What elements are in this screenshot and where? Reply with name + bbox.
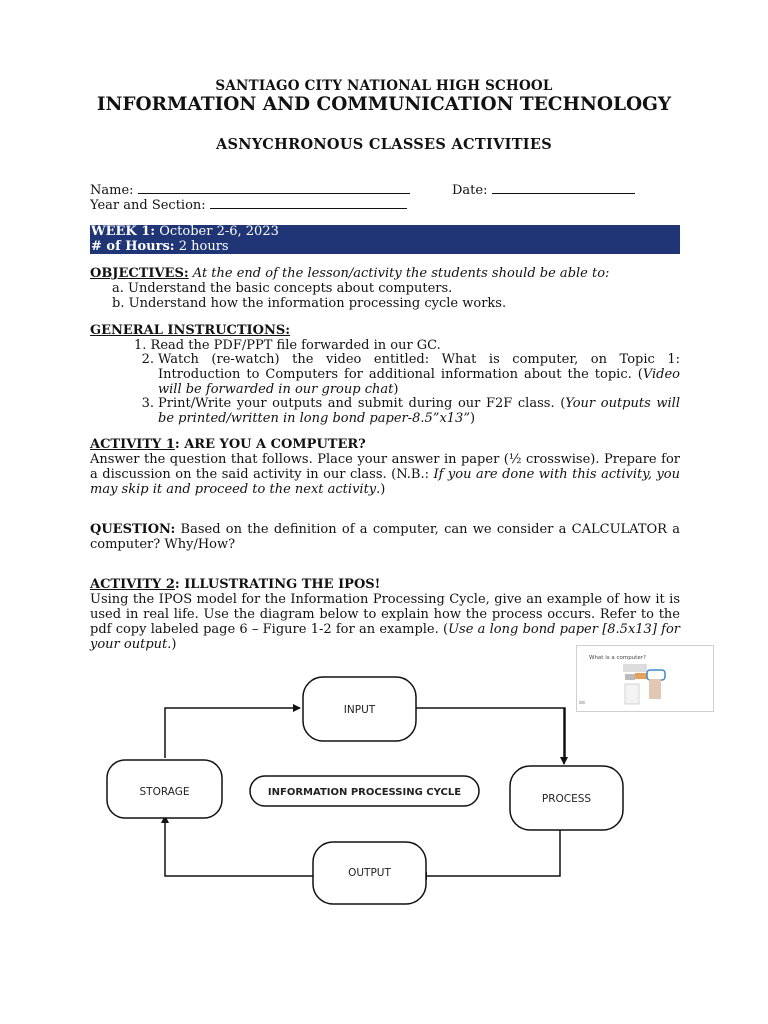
instruction-italic: Video will be forwarded in our group chat [158,367,680,397]
week-label: WEEK 1: [91,224,156,239]
school-name: SANTIAGO CITY NATIONAL HIGH SCHOOL [215,78,553,94]
activity2-heading [90,577,680,592]
cycle-title: INFORMATION PROCESSING CYCLE [267,787,462,798]
thumb-callout [647,670,665,680]
activity2-label: ACTIVITY 2 [90,577,175,592]
output-label: OUTPUT [348,867,391,879]
instruction-end: ) [393,382,399,397]
question-block [90,522,680,552]
instruction-body [158,396,680,426]
activity2-end: ) [171,637,177,652]
hours-label: # of Hours: [91,238,175,254]
year-section-field [90,197,407,213]
activity2-text: Using the IPOS model for the Information Processing Cycle, give an example of how it is used in real life. Use the diagram below to explain how the process occurs. Refer to the pdf copy labeled page 6 – Figure 1-2 for an example. ( [90,592,680,637]
week-banner [90,225,680,254]
year-section-label: Year and Section: [90,198,206,213]
activity2-title: : ILLUSTRATING THE IPOS! [174,577,381,592]
question-label: QUESTION: [90,522,176,537]
year-section-blank[interactable] [210,197,407,209]
instruction-item-3 [134,396,680,426]
instruction-text: Print/Write your outputs and submit during our F2F class. ( [158,396,566,411]
objective-item [112,296,506,311]
page-title: ASNYCHRONOUS CLASSES ACTIVITIES [215,136,553,153]
activity1-body [90,452,680,497]
instruction-item-1 [134,338,441,353]
objective-text: Understand how the information processing cycle works. [128,296,507,311]
activity2-italic: Use a long bond paper [8.5x13] for your output. [90,622,680,652]
instruction-item-2 [134,352,680,397]
activity1-title: : ARE YOU A COMPUTER? [174,437,366,452]
instructions-heading [90,323,680,338]
process-label: PROCESS [541,793,592,805]
objectives-heading [90,266,680,281]
ipos-diagram-right [100,670,640,910]
date-field [452,182,635,198]
activity2-body [90,592,680,652]
instruction-marker: 3. [141,396,154,411]
instruction-body [158,352,680,397]
instruction-text: Watch (re-watch) the video entitled: What is computer, on Topic 1: Introduction to Computers for additional information about the topic. ( [158,352,680,382]
instruction-marker: 1. [134,338,147,353]
question-text: Based on the definition of a computer, can we consider a CALCULATOR a computer? Why/How? [90,522,680,552]
instruction-text: Read the PDF/PPT file forwarded in our GC. [150,338,441,353]
activity1-end: .) [376,482,386,497]
instruction-end: ) [469,411,476,426]
name-label: Name: [90,183,134,198]
activity1-italic: If you are done with this activity, you may skip it and proceed to the next activity [90,467,681,497]
input-label: INPUT [343,704,376,716]
name-blank[interactable] [138,182,410,194]
name-field [90,182,410,198]
date-blank[interactable] [492,182,635,194]
hours-line [91,240,680,255]
thumbnail-title: What is a computer? [589,655,646,661]
week-value: October 2-6, 2023 [155,224,279,239]
date-label: Date: [452,183,488,198]
objectives-label: OBJECTIVES: [90,266,189,281]
activity1-label: ACTIVITY 1 [90,437,175,452]
thumb-person [649,679,661,699]
subject-title: INFORMATION AND COMMUNICATION TECHNOLOGY [96,94,672,115]
week-line [91,225,680,240]
objective-marker: a. [112,281,124,296]
objective-item [112,281,452,296]
activity1-text: Answer the question that follows. Place your answer in paper (½ crosswise). Prepare for a discussion on the said activity in our class. (N.B.: [90,452,680,482]
objective-marker: b. [112,296,125,311]
objectives-intro: At the end of the lesson/activity the students should be able to: [188,266,610,281]
instructions-label: GENERAL INSTRUCTIONS: [90,323,291,338]
objective-text: Understand the basic concepts about computers. [128,281,453,296]
instruction-marker: 2. [141,352,154,367]
activity1-heading [90,437,680,452]
instruction-italic: Your outputs will be printed/written in long bond paper-8.5”x13” [158,396,680,426]
hours-value: 2 hours [174,238,229,254]
storage-label: STORAGE [139,786,190,798]
